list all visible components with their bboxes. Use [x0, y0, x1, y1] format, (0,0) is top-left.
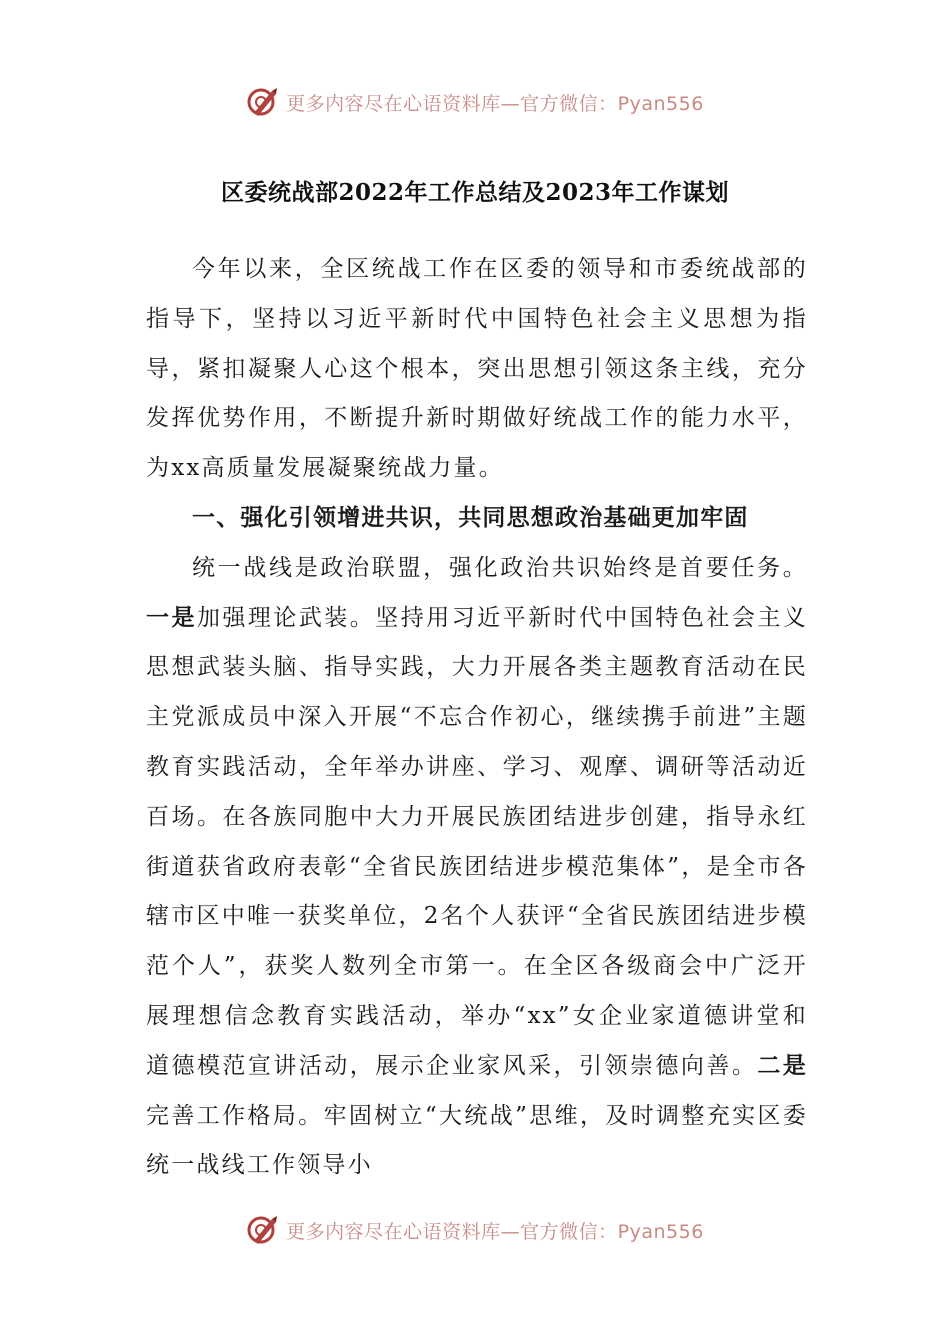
pen-logo-icon [246, 85, 280, 119]
point-1-lead: 一是 [146, 604, 197, 631]
section-1-paragraph [146, 544, 808, 1191]
point-2-text: 完善工作格局。牢固树立“大统战”思维，及时调整充实区委统一战线工作领导小 [146, 1102, 808, 1179]
point-1-text: 加强理论武装。坚持用习近平新时代中国特色社会主义思想武装头脑、指导实践，大力开展各类主题教育活动在民主党派成员中深入开展“不忘合作初心，继续携手前进”主题教育实践活动，全年举办讲座、学习、观摩、调研等活动近百场。在各族同胞中大力开展民族团结进步创建，指导永红街道获省政府表彰“全省民族团结进步模范集体”，是全市各辖市区中唯一获奖单位，2名个人获评“全省民族团结进步模范个人”，获奖人数列全市第一。在全区各级商会中广泛开展理想信念教育实践活动，举办“xx”女企业家道德讲堂和道德模范宣讲活动，展示企业家风采，引领崇德向善。 [146, 604, 808, 1079]
point-2-lead: 二是 [757, 1052, 808, 1079]
pen-logo-icon [246, 1213, 280, 1247]
watermark-text: 更多内容尽在心语资料库—官方微信：Pyan556 [286, 92, 704, 115]
section-heading-1: 一、强化引领增进共识，共同思想政治基础更加牢固 [192, 504, 749, 531]
document-body [146, 245, 808, 1191]
section-1-opening: 统一战线是政治联盟，强化政治共识始终是首要任务。 [192, 554, 808, 581]
watermark-banner-bottom [0, 1210, 950, 1250]
watermark-text: 更多内容尽在心语资料库—官方微信：Pyan556 [286, 1220, 704, 1243]
intro-paragraph: 今年以来，全区统战工作在区委的领导和市委统战部的指导下，坚持以习近平新时代中国特色社会主义思想为指导，紧扣凝聚人心这个根本，突出思想引领这条主线，充分发挥优势作用，不断提升新时期做好统战工作的能力水平，为xx高质量发展凝聚统战力量。 [146, 256, 808, 482]
document-title: 区委统战部2022年工作总结及2023年工作谋划 [220, 179, 730, 206]
watermark-banner-top [0, 82, 950, 122]
